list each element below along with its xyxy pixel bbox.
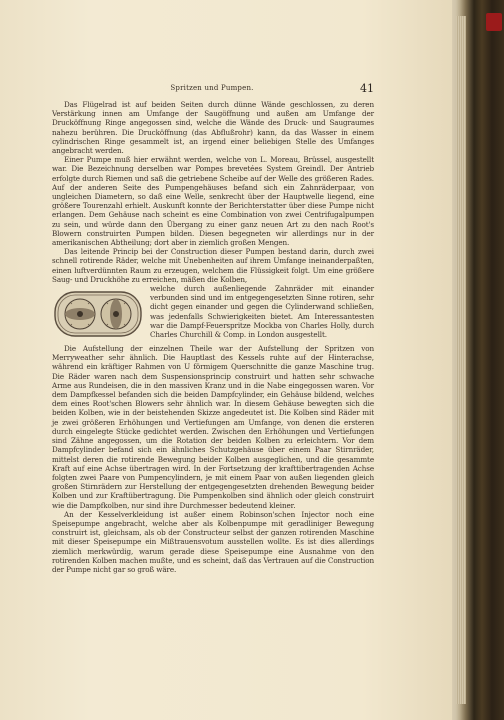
rotary-pistons-sketch-icon — [52, 286, 144, 342]
paragraph: Das Flügelrad ist auf beiden Seiten durch dünne Wände geschlossen, zu deren Verstärkung innen am Umfange der Saugöffnung und außen am Umfange der Drucköffnung Ringe angegossen sind, welche die Wände des Druck- und Saugraumes nahezu berühren. Die Drucköffnung (das Abflußrohr) kann, da das Wasser in einem cylindrischen Ringe gesammelt ist, an irgend einer beliebigen Stelle des Umfanges angebracht werden. — [52, 100, 374, 156]
paragraph: Die Aufstellung der einzelnen Theile war der Aufstellung der Spritzen von Merryweather sehr ähnlich. Die Hauptlast des Kessels ruhte auf der Hinterachse, während ein kräftiger Rahmen von U förmigem Querschnitte die ganze Maschine trug. Die Räder waren nach dem Suspensionsprincip construirt und hatten sehr schwache Arme aus Rundeisen, die in den massiven Kranz und in die Nabe eingegossen waren. Vor dem Dampfkessel befanden sich die beiden Dampfcylinder, ein Gehäuse bildend, welches dem eines Root'schen Blowers sehr ähnlich war. In diesem Gehäuse bewegten sich die beiden Kolben, wie in der beistehenden Skizze angedeutet ist. Die Kolben sind Räder mit je zwei größeren Erhöhungen und Vertiefungen am Umfange, von denen die ersteren durch eingelegte Stücke gedichtet werden. Zwischen den Erhöhungen und Vertiefungen sind Zähne angegossen, um die Rotation der beiden Kolben zu erleichtern. Vor dem Dampfcylinder befand sich ein ähnliches Schutzgehäuse über einem Paar Stirnräder, mittelst deren die rotirende Bewegung beider Kolben ausgeglichen, und die gesammte Kraft auf eine Achse übertragen wird. In der Fortsetzung der krafttibertragenden Achse folgten zwei Paare von Pumpencylindern, je mit einem Paar von außen liegenden gleich großen Stirnrädern zur Herstellung der entgegengesetzten drehenden Bewegung beider Kolben und zur Kraftübertragung. Die Pumpenkolben sind ähnlich oder gleich construirt wie die Dampfkolben, nur sind ihre Durchmesser bedeutend kleiner. — [52, 344, 374, 510]
paragraph: Einer Pumpe muß hier erwähnt werden, welche von L. Moreau, Brüssel, ausgestellt war. Die Bezeichnung derselben war Pompes brevetées System Greindl. Der Antrieb erfolgte durch Riemen und saß die getriebene Scheibe auf der Welle des größeren Rades. Auf der anderen Seite des Pumpengehäuses befand sich ein Zahnräderpaar, von ungleichen Diametern, so daß eine Welle, senkrecht über der Hauptwelle liegend, eine größere Tourenzahl erhielt. Auskunft konnte der Berichterstatter über diese Pumpe nicht erlangen. Dem Gehäuse nach scheint es eine Combination von zwei Centrifugalpumpen zu sein, und würde dann den Übergang zu einer ganz neuen Art zu den nach Root's Blowern construirten Pumpen bilden. Diesen begegneten wir allerdings nur in der amerikanischen Abtheilung; dort aber in ziemlich großen Mengen. — [52, 155, 374, 248]
body-text — [52, 100, 374, 574]
page-stack-edge — [456, 16, 466, 704]
bookmark-tab — [486, 13, 502, 31]
page-number: 41 — [360, 82, 374, 95]
running-header: Spritzen und Pumpen. — [170, 84, 254, 92]
paragraph: An der Kesselverkleidung ist außer einem Robinson'schen Injector noch eine Speisepumpe angebracht, welche aber als Kolbenpumpe mit geradliniger Bewegung construirt ist, gleichsam, als ob der Constructeur selbst der ganzen rotirenden Maschine mit dieser Speisepumpe ein Mißtrauensvotum ausstellen wollte. Es ist dies allerdings ziemlich merkwürdig, warum gerade diese Speisepumpe eine Ausnahme von den rotirenden Kolben machen mußte, und es scheint, daß das Vertrauen auf die Construction der Pumpe nicht gar so groß wäre. — [52, 509, 374, 574]
paragraph: Das leitende Princip bei der Construction dieser Pumpen bestand darin, durch zwei schnell rotirende Räder, welche mit Unebenheiten auf ihrem Umfange ineinanderpaßten, einen luftverdünnten Raum zu erzeugen, welchem die Flüssigkeit folgt. Um eine größere Saug- und Druckhöhe zu erreichen, mäßen die Kolben, — [52, 247, 374, 284]
paragraph: welche durch außenliegende Zahnräder mit einander verbunden sind und im entgegengesetzten Sinne rotiren, sehr dicht gegen einander und gegen die Cylinderwand schließen, was jedenfalls Schwierigkeiten bietet. Am Interessantesten war die Dampf-Feuerspritze Mockba von Charles Holly, durch Charles Churchill & Comp. in London ausgestellt. — [150, 284, 374, 340]
